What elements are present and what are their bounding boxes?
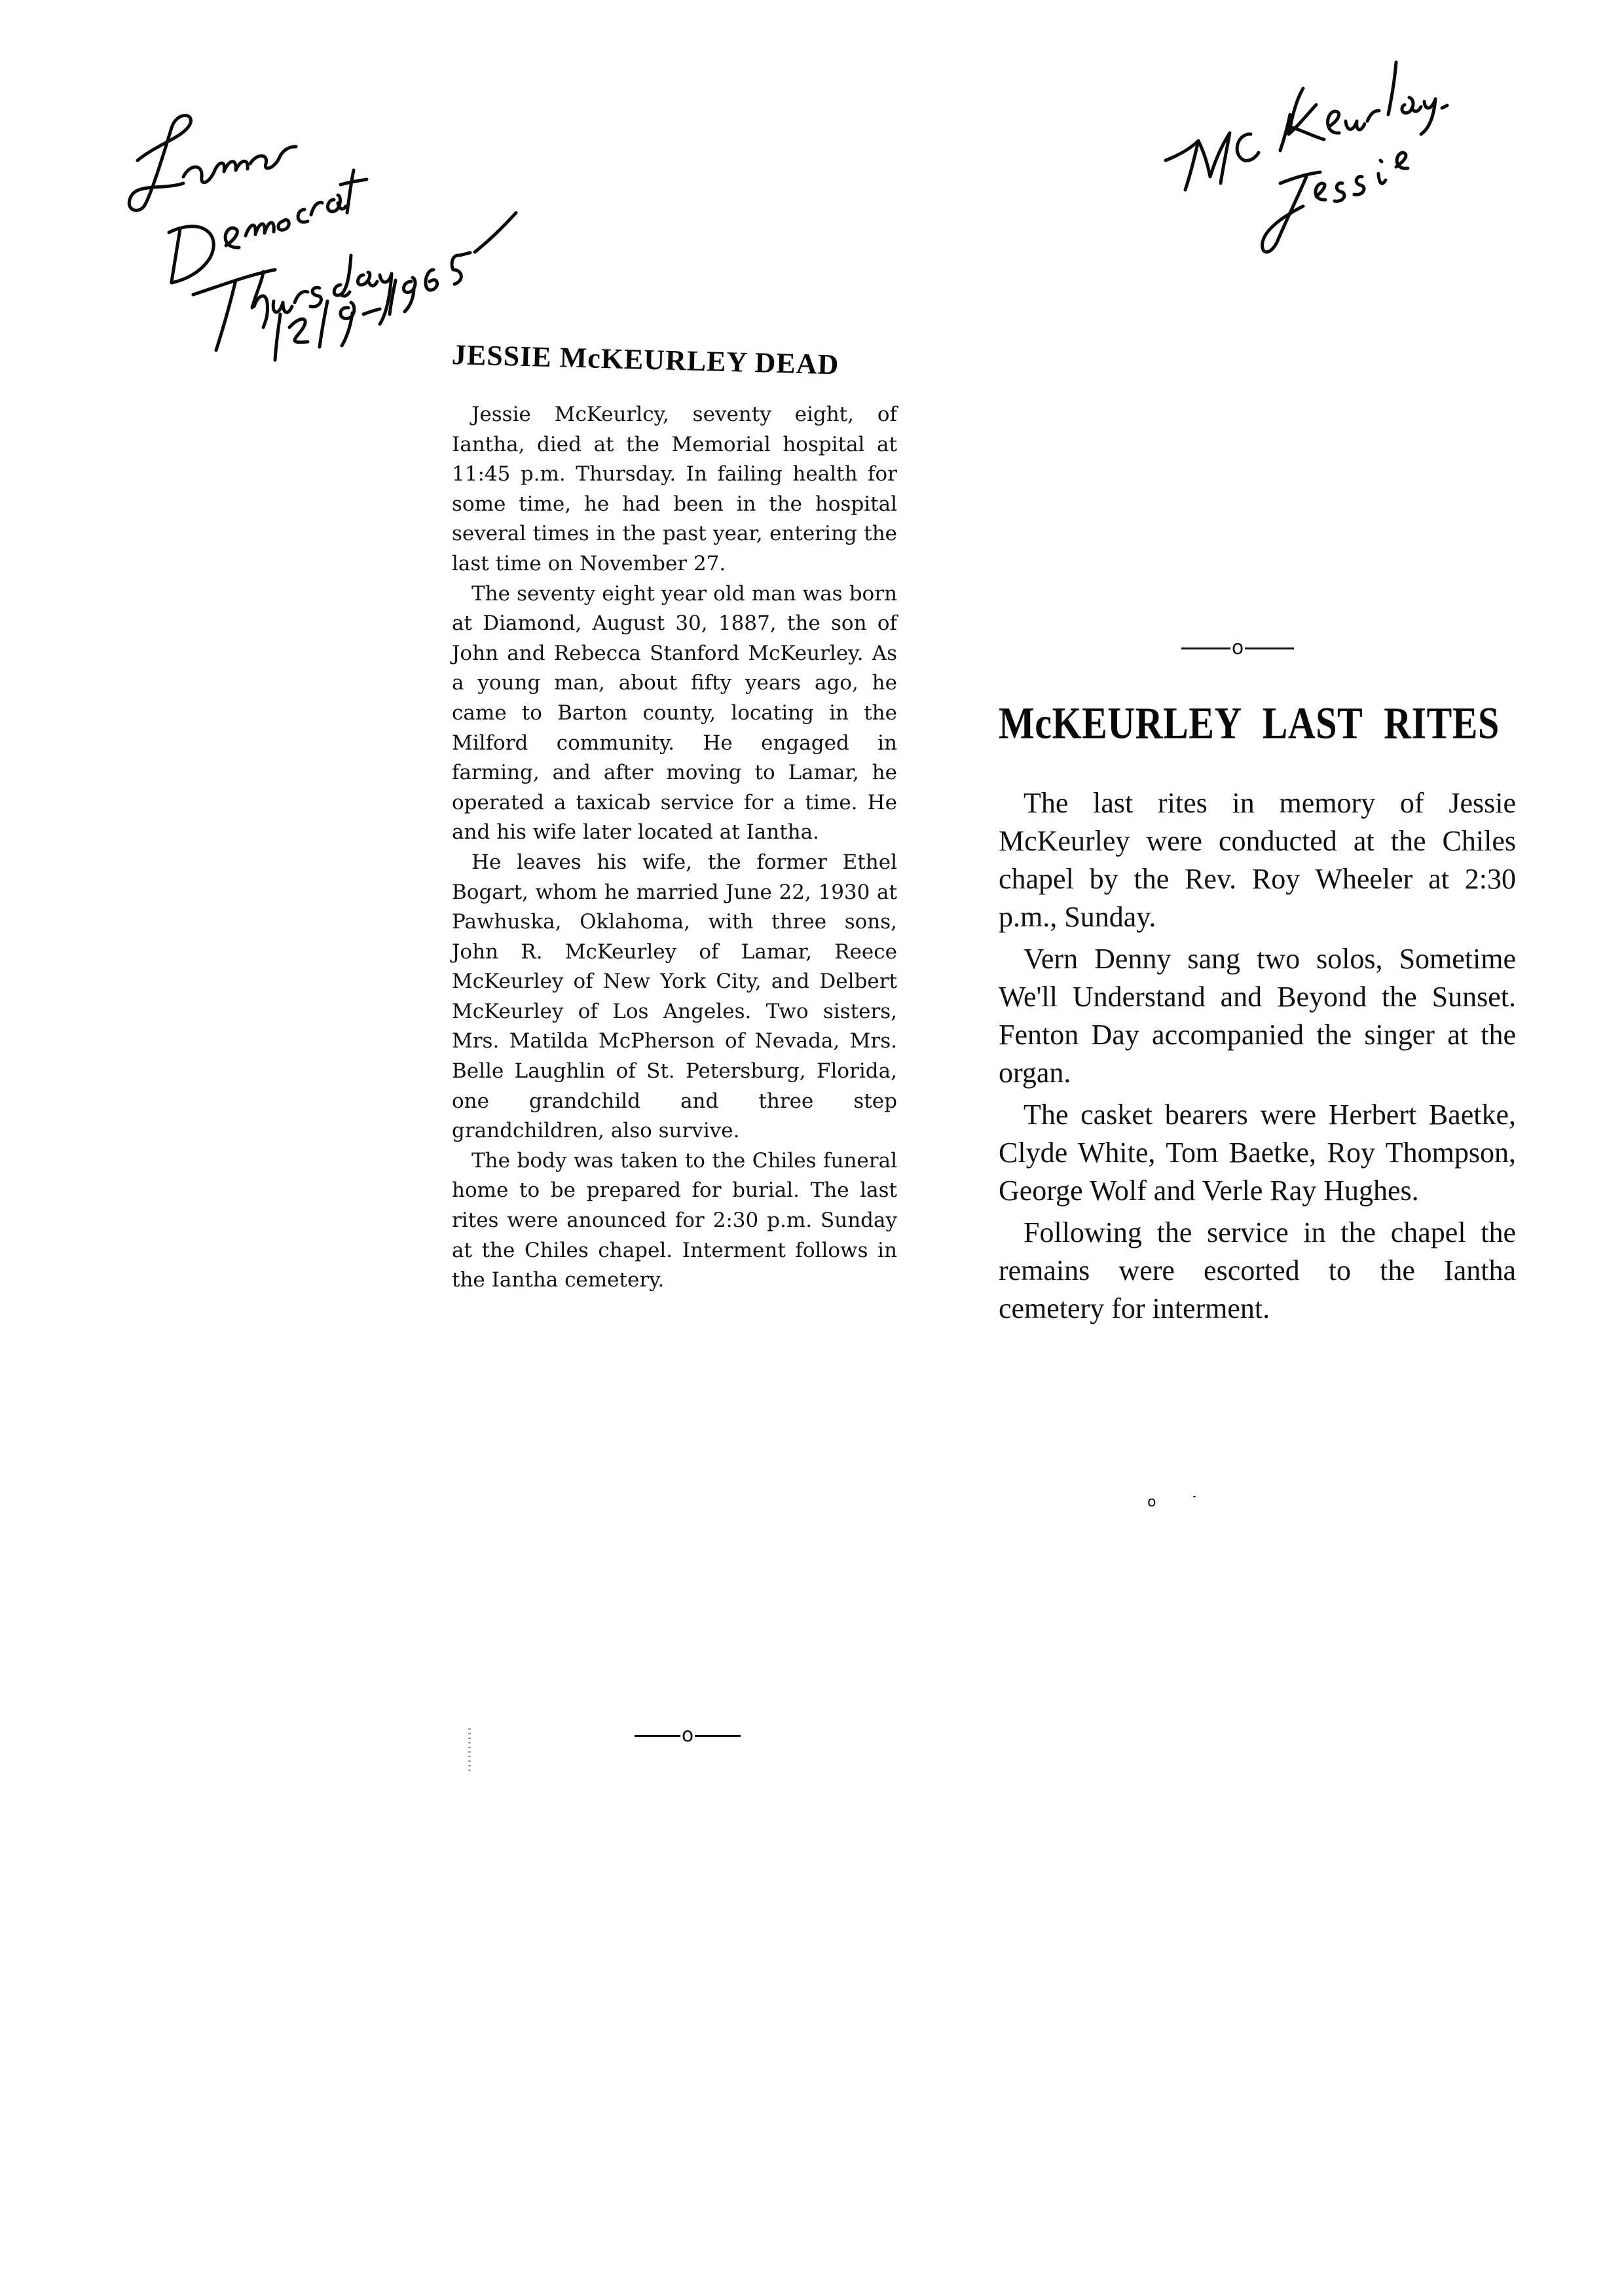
last-rites-top-divider (1172, 638, 1303, 658)
obituary-body (452, 400, 897, 1296)
obituary-paragraph: He leaves his wife, the former Ethel Bogart, whom he married June 22, 1930 at Pawhuska, Oklahoma, with three sons, John R. McKeurley of Lamar, Reece McKeurley of New York City, and Delbert McKeurley of Los Angeles. Two sisters, Mrs. Matilda McPherson of Nevada, Mrs. Belle Laughlin of St. Petersburg, Florida, one grandchild and three step grandchildren, also survive. (452, 850, 897, 1143)
last-rites-paragraph: Following the service in the chapel the remains were escorted to the Iantha cemetery for interment. (999, 1216, 1516, 1324)
handwritten-filing-note (1153, 56, 1559, 265)
obituary-end-divider (625, 1726, 750, 1745)
last-rites-headline: McKEURLEY LAST RITES (999, 698, 1500, 748)
last-rites-paragraph: The last rites in memory of Jessie McKeurley were conducted at the Chiles chapel by the Rev. Roy Wheeler at 2:30 p.m., Sunday. (999, 787, 1516, 933)
last-rites-paragraph: The casket bearers were Herbert Baetke, Clyde White, Tom Baetke, Roy Thompson, George Wolf and Verle Ray Hughes. (999, 1099, 1516, 1207)
obituary-headline: JESSIE McKEURLEY DEAD (451, 338, 840, 381)
divider-rule (1181, 647, 1230, 649)
divider-rule (695, 1735, 741, 1737)
last-rites-body (999, 784, 1516, 1328)
obituary-paragraph: The seventy eight year old man was born at Diamond, August 30, 1887, the son of John and Rebecca Stanford McKeurley. As a young man, about fifty years ago, he came to Barton county, locating in the Milford community. He engaged in farming, and after moving to Lamar, he operated a taxicab service for a time. He and his wife later located at Iantha. (452, 581, 897, 845)
last-rites-end-mark: o (1147, 1494, 1156, 1510)
scan-speck (1193, 1496, 1196, 1497)
last-rites-clipping (999, 638, 1516, 1542)
last-rites-paragraph: Vern Denny sang two solos, Sometime We'll Understand and Beyond the Sunset. Fenton Day accompanied the singer at the organ. (999, 943, 1516, 1089)
obituary-paragraph: Jessie McKeurlcy, seventy eight, of Iantha, died at the Memorial hospital at 11:45 p.m. Thursday. In failing health for some time, he had been in the hospital several times in the past year, entering the last time on November 27. (452, 403, 897, 575)
divider-mark: o (681, 1724, 694, 1747)
obituary-paragraph: The body was taken to the Chiles funeral home to be prepared for burial. The last rites were anounced for 2:30 p.m. Sunday at the Chiles chapel. Interment follows in the Iantha cemetery. (452, 1148, 897, 1292)
handwriting-filing-graphic (1153, 56, 1559, 265)
divider-rule (635, 1735, 680, 1737)
obituary-clipping (452, 327, 897, 1768)
divider-rule (1245, 647, 1294, 649)
scan-speckle (468, 1728, 471, 1771)
divider-mark: o (1231, 636, 1244, 659)
